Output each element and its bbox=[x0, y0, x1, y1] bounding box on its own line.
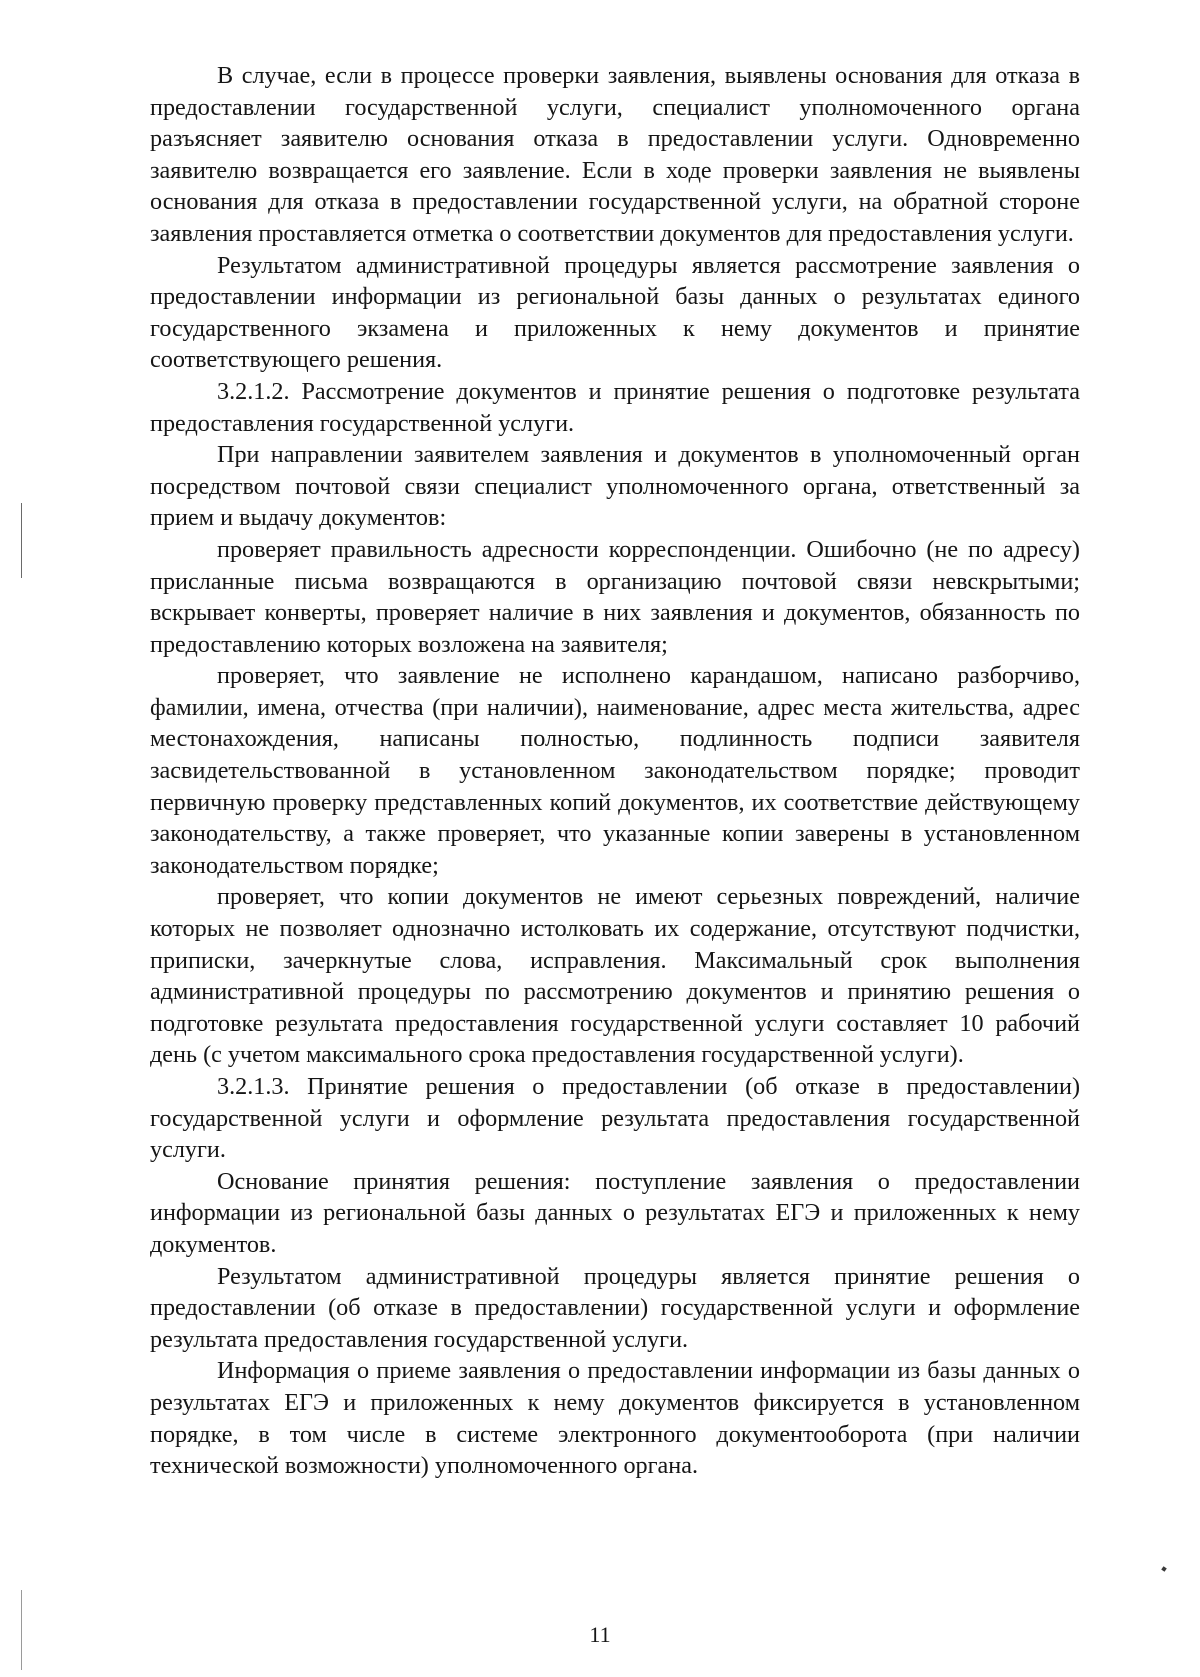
paragraph-check-copies: проверяет, что копии документов не имеют серьезных повреждений, наличие которых не позволяет однозначно истолковать их содержание, отсутствуют подчистки, приписки, зачеркнутые слова, исправления. Максимальный срок выполнения административной процедуры по рассмотрению документов и принятию решения о подготовке результата предоставления государственной услуги составляет 10 рабочий день (с учетом максимального срока предоставления государственной услуги). bbox=[150, 883, 1080, 1069]
paragraph-section-3-2-1-2: 3.2.1.2. Рассмотрение документов и принятие решения о подготовке результата предоставления государственной услуги. bbox=[150, 377, 1080, 437]
paragraph-postal-submission: При направлении заявителем заявления и документов в уполномоченный орган посредством почтовой связи специалист уполномоченного органа, ответственный за прием и выдачу документов: bbox=[150, 441, 1080, 532]
paragraph-refusal-grounds: В случае, если в процессе проверки заявления, выявлены основания для отказа в предоставлении государственной услуги, специалист уполномоченного органа разъясняет заявителю основания отказа в предоставлении услуги. Одновременно заявителю возвращается его заявление. Если в ходе проверки заявления не выявлены основания для отказа в предоставлении государственной услуги, на обратной стороне заявления проставляется отметка о соответствии документов для предоставления услуги. bbox=[150, 62, 1080, 247]
scan-margin-mark bbox=[21, 503, 22, 578]
document-body bbox=[150, 60, 1080, 1482]
scan-speck bbox=[1161, 1566, 1167, 1572]
paragraph-decision-basis: Основание принятия решения: поступление заявления о предоставлении информации из региональной базы данных о результатах ЕГЭ и приложенных к нему документов. bbox=[150, 1167, 1080, 1258]
paragraph-section-3-2-1-3: 3.2.1.3. Принятие решения о предоставлении (об отказе в предоставлении) государственной услуги и оформление результата предоставления государственной услуги. bbox=[150, 1073, 1080, 1164]
paragraph-check-application: проверяет, что заявление не исполнено карандашом, написано разборчиво, фамилии, имена, отчества (при наличии), наименование, адрес места жительства, адрес местонахождения, написаны полностью, подлинность подписи заявителя засвидетельствованной в установленном законодательством порядке; проводит первичную проверку представленных копий документов, их соответствие действующему законодательству, а также проверяет, что указанные копии заверены в установленном законодательством порядке; bbox=[150, 662, 1080, 879]
paragraph-procedure-result: Результатом административной процедуры является рассмотрение заявления о предоставлении информации из региональной базы данных о результатах единого государственного экзамена и приложенных к нему документов и принятие соответствующего решения. bbox=[150, 251, 1080, 374]
page-number: 11 bbox=[589, 1622, 611, 1647]
paragraph-check-addressing: проверяет правильность адресности корреспонденции. Ошибочно (не по адресу) присланные письма возвращаются в организацию почтовой связи невскрытыми; вскрывает конверты, проверяет наличие в них заявления и документов, обязанность по предоставлению которых возложена на заявителя; bbox=[150, 535, 1080, 658]
paragraph-registration-info: Информация о приеме заявления о предоставлении информации из базы данных о результатах ЕГЭ и приложенных к нему документов фиксируется в установленном порядке, в том числе в системе электронного документооборота (при наличии технической возможности) уполномоченного органа. bbox=[150, 1357, 1080, 1480]
scan-margin-mark bbox=[21, 1590, 22, 1670]
paragraph-decision-result: Результатом административной процедуры является принятие решения о предоставлении (об отказе в предоставлении) государственной услуги и оформление результата предоставления государственной услуги. bbox=[150, 1262, 1080, 1353]
